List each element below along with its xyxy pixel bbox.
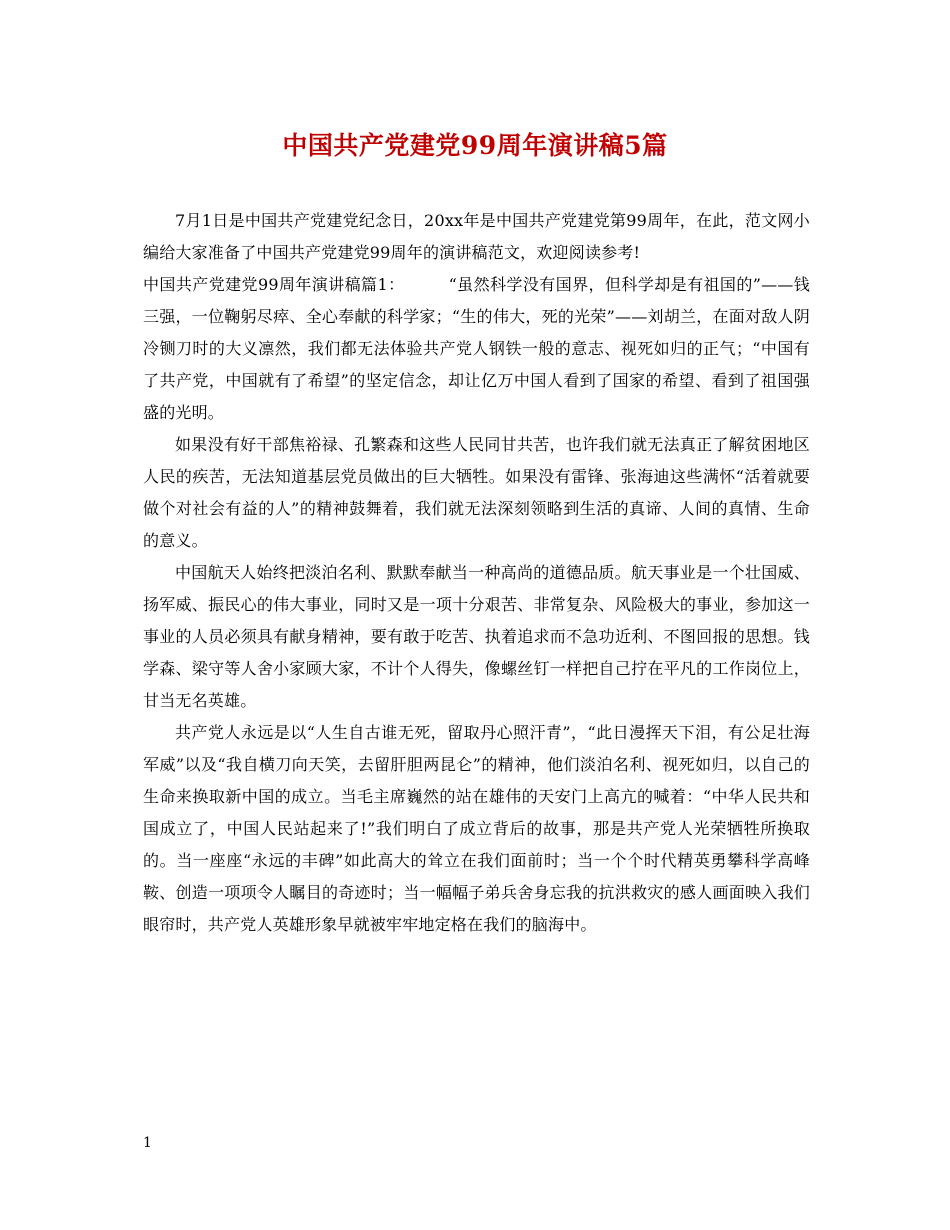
paragraph-4: 共产党人永远是以“人生自古谁无死，留取丹心照汗青”，“此日漫挥天下泪，有公足壮海军威”以及“我自横刀向天笑，去留肝胆两昆仑”的精神，他们淡泊名利、视死如归，以自己的生命来换取新中国的成立。当毛主席巍然的站在雄伟的天安门上高亢的喊着：“中华人民共和国成立了，中国人民站起来了!”我们明白了成立背后的故事，那是共产党人光荣牺牲所换取的。当一座座“永远的丰碑”如此高大的耸立在我们面前时；当一个个时代精英勇攀科学高峰鞍、创造一项项令人瞩目的奇迹时；当一幅幅子弟兵舍身忘我的抗洪救灾的感人画面映入我们眼帘时，共产党人英雄形象早就被牢牢地定格在我们的脑海中。: [143, 723, 810, 934]
paragraph-3: 中国航天人始终把淡泊名利、默默奉献当一种高尚的道德品质。航天事业是一个壮国威、扬军威、振民心的伟大事业，同时又是一项十分艰苦、非常复杂、风险极大的事业，参加这一事业的人员必须具有献身精神，要有敢于吃苦、执着追求而不急功近利、不图回报的思想。钱学森、梁守等人舍小家顾大家，不计个人得失，像螺丝钉一样把自己拧在平凡的工作岗位上，甘当无名英雄。: [143, 563, 810, 710]
section-1-paragraph: [143, 269, 810, 429]
section-heading: 中国共产党建党99周年演讲稿篇1：: [143, 275, 405, 294]
page-number: 1: [143, 1135, 152, 1151]
document-body: [143, 205, 810, 941]
document-title: 中国共产党建党99周年演讲稿5篇: [282, 131, 668, 160]
section-heading-gap: [405, 275, 449, 294]
paragraph-2: 如果没有好干部焦裕禄、孔繁森和这些人民同甘共苦，也许我们就无法真正了解贫困地区人民的疾苦，无法知道基层党员做出的巨大牺牲。如果没有雷锋、张海迪这些满怀“活着就要做个对社会有益的人”的精神鼓舞着，我们就无法深刻领略到生活的真谛、人间的真情、生命的意义。: [143, 435, 810, 550]
section-1-text: “虽然科学没有国界，但科学却是有祖国的”——钱三强，一位鞠躬尽瘁、全心奉献的科学家；“生的伟大，死的光荣”——刘胡兰，在面对敌人阴冷铡刀时的大义凛然，我们都无法体验共产党人钢铁一般的意志、视死如归的正气；“中国有了共产党，中国就有了希望”的坚定信念，却让亿万中国人看到了国家的希望、看到了祖国强盛的光明。: [143, 275, 810, 422]
intro-paragraph: 7月1日是中国共产党建党纪念日，20xx年是中国共产党建党第99周年，在此，范文网小编给大家准备了中国共产党建党99周年的演讲稿范文，欢迎阅读参考!: [143, 211, 810, 262]
